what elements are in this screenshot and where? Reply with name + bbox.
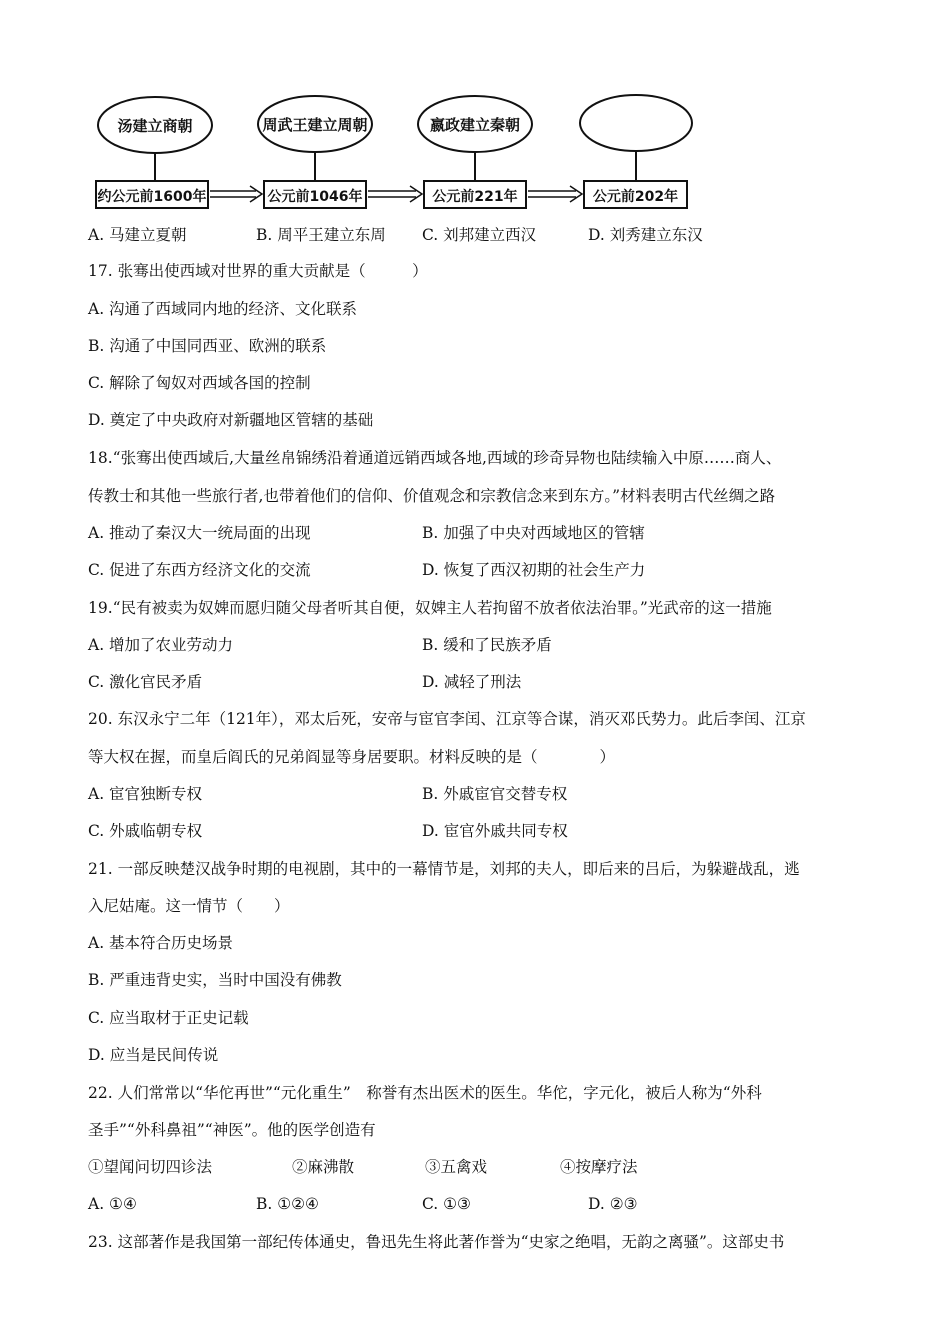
q19-stem: 19.“民有被卖为奴婢而愿归随父母者听其自便，奴婢主人若拘留不放者依法治罪。”光武帝的这一措施 <box>88 599 772 617</box>
q17-option-c: C. 解除了匈奴对西域各国的控制 <box>88 374 311 392</box>
q18-option-c: C. 促进了东西方经济文化的交流 <box>88 561 311 579</box>
q18-option-d: D. 恢复了西汉初期的社会生产力 <box>422 561 646 579</box>
q21-option-d: D. 应当是民间传说 <box>88 1046 219 1064</box>
q22-item-1: ①望闻问切四诊法 <box>88 1158 213 1176</box>
q18-stem-line1: 18.“张骞出使西域后,大量丝帛锦绣沿着通道远销西域各地,西域的珍奇异物也陆续输入中原……商人、 <box>88 449 782 467</box>
q16-option-d: D. 刘秀建立东汉 <box>588 226 703 244</box>
q16-option-c: C. 刘邦建立西汉 <box>422 226 537 244</box>
q22-item-2: ②麻沸散 <box>292 1158 355 1176</box>
q18-stem-line2: 传教士和其他一些旅行者,也带着他们的信仰、价值观念和宗教信念来到东方。”材料表明古代丝绸之路 <box>88 487 776 505</box>
event-label-3: 嬴政建立秦朝 <box>429 116 520 134</box>
q17-option-d: D. 奠定了中央政府对新疆地区管辖的基础 <box>88 411 374 429</box>
date-label-2: 公元前1046年 <box>267 189 363 205</box>
event-label-2: 周武王建立周朝 <box>262 116 368 134</box>
q21-stem-line1: 21. 一部反映楚汉战争时期的电视剧，其中的一幕情节是，刘邦的夫人，即后来的吕后，为躲避战乱，逃 <box>88 860 800 878</box>
q20-option-b: B. 外戚宦官交替专权 <box>422 785 568 803</box>
q21-option-b: B. 严重违背史实，当时中国没有佛教 <box>88 971 342 989</box>
q17-stem: 17. 张骞出使西域对世界的重大贡献是（ ） <box>88 262 428 280</box>
arrow-2 <box>368 186 422 202</box>
event-label-1: 汤建立商朝 <box>117 117 193 135</box>
q18-option-b: B. 加强了中央对西域地区的管辖 <box>422 524 645 542</box>
q21-option-a: A. 基本符合历史场景 <box>88 934 234 952</box>
q22-option-d: D. ②③ <box>588 1195 638 1213</box>
q21-stem-line2: 入尼姑庵。这一情节（ ） <box>88 897 290 915</box>
q19-option-c: C. 激化官民矛盾 <box>88 673 203 691</box>
date-label-4: 公元前202年 <box>592 189 679 205</box>
q19-option-a: A. 增加了农业劳动力 <box>88 636 234 654</box>
q17-option-a: A. 沟通了西域同内地的经济、文化联系 <box>88 300 358 318</box>
q22-option-c: C. ①③ <box>422 1195 471 1213</box>
q23-stem-line1: 23. 这部著作是我国第一部纪传体通史，鲁迅先生将此著作誉为“史家之绝唱，无韵之离骚”。这部史书 <box>88 1233 785 1251</box>
event-ellipse-4 <box>580 95 692 151</box>
q16-option-b: B. 周平王建立东周 <box>256 226 386 244</box>
q22-option-a: A. ①④ <box>88 1195 137 1213</box>
q20-stem-line2: 等大权在握，而皇后阎氏的兄弟阎显等身居要职。材料反映的是（ ） <box>88 748 616 766</box>
q19-option-b: B. 缓和了民族矛盾 <box>422 636 552 654</box>
q22-item-3: ③五禽戏 <box>425 1158 488 1176</box>
q22-stem-line1: 22. 人们常常以“华佗再世”“元化重生” 称誉有杰出医术的医生。华佗，字元化，被后人称为“外科 <box>88 1084 762 1102</box>
q20-option-d: D. 宦官外戚共同专权 <box>422 822 568 840</box>
arrow-3 <box>528 186 582 202</box>
q22-stem-line2: 圣手”“外科鼻祖”“神医”。他的医学创造有 <box>88 1121 376 1139</box>
timeline-diagram <box>0 0 950 220</box>
q18-option-a: A. 推动了秦汉大一统局面的出现 <box>88 524 311 542</box>
q20-option-c: C. 外戚临朝专权 <box>88 822 203 840</box>
q20-option-a: A. 宦官独断专权 <box>88 785 203 803</box>
date-label-1: 约公元前1600年 <box>97 189 207 205</box>
q16-option-a: A. 马建立夏朝 <box>88 226 187 244</box>
q21-option-c: C. 应当取材于正史记载 <box>88 1009 249 1027</box>
q20-stem-line1: 20. 东汉永宁二年（121年），邓太后死，安帝与宦官李闰、江京等合谋，消灭邓氏势力。此后李闰、江京 <box>88 710 806 728</box>
date-label-3: 公元前221年 <box>432 189 518 205</box>
q17-option-b: B. 沟通了中国同西亚、欧洲的联系 <box>88 337 327 355</box>
q22-option-b: B. ①②④ <box>256 1195 319 1213</box>
arrow-1 <box>210 186 262 202</box>
q19-option-d: D. 减轻了刑法 <box>422 673 522 691</box>
q22-item-4: ④按摩疗法 <box>560 1158 638 1176</box>
